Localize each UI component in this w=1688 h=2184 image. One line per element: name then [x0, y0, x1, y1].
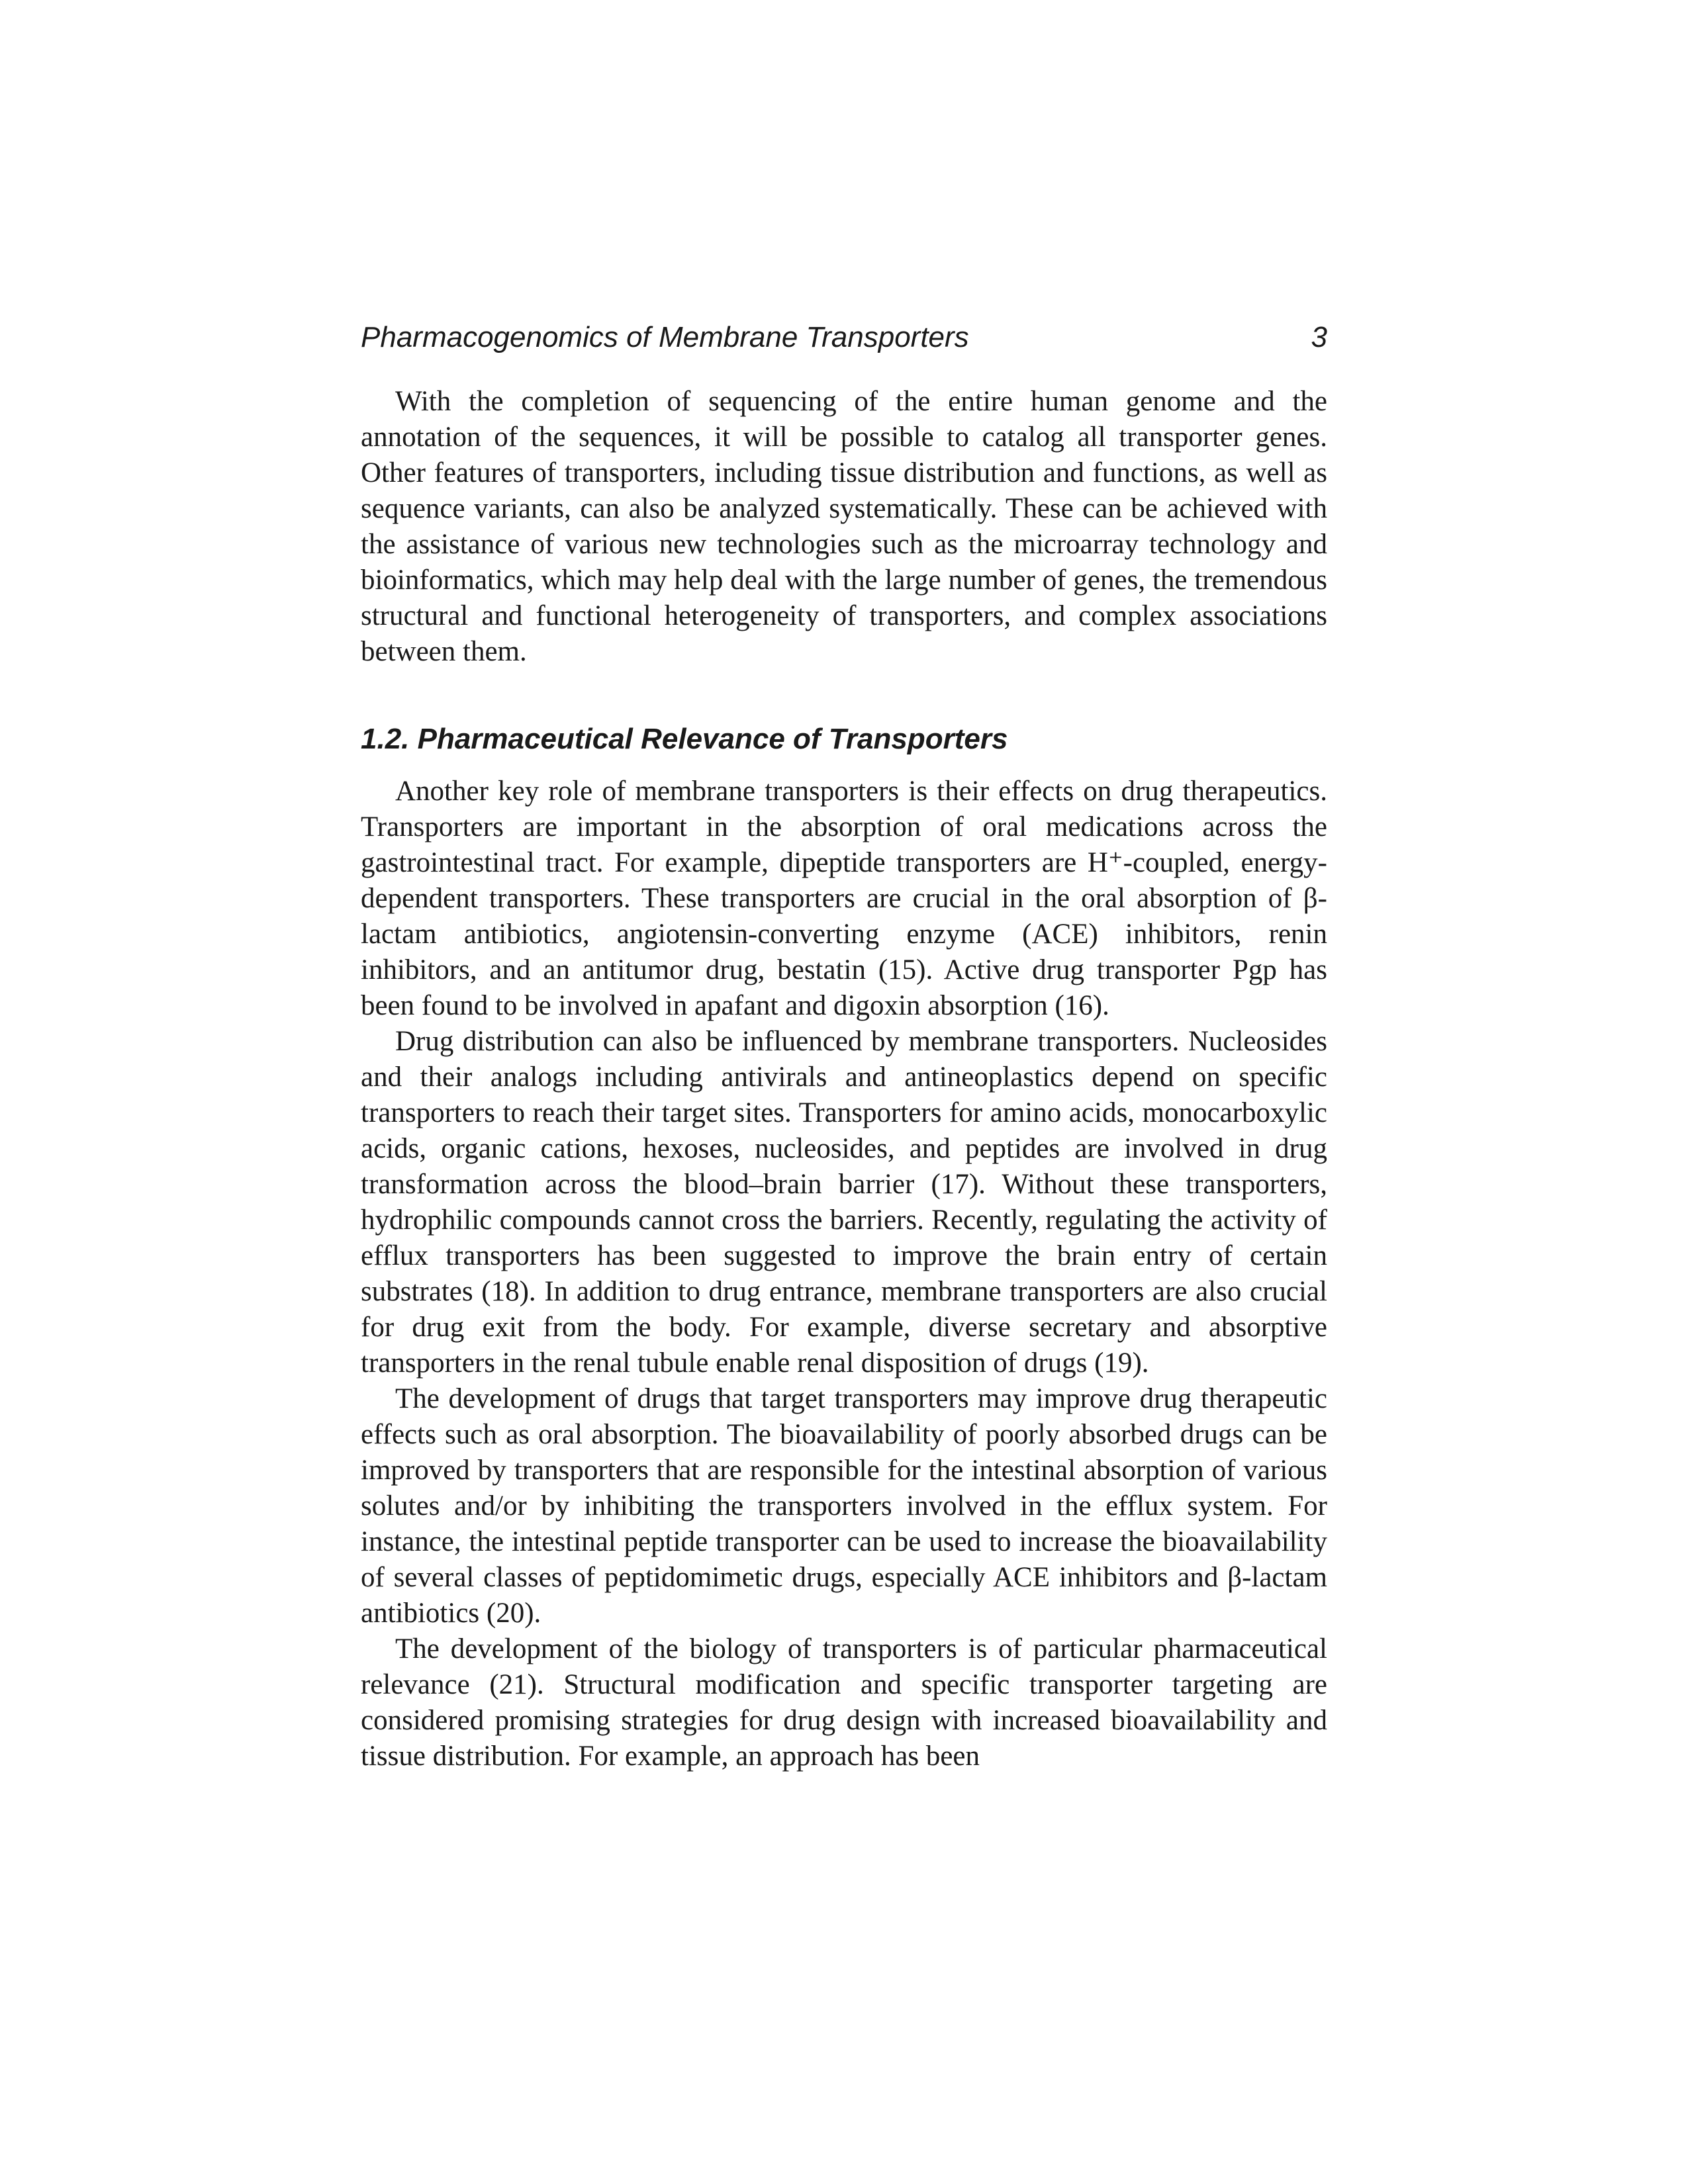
running-head — [361, 318, 1327, 357]
paragraph-3: Drug distribution can also be influenced by membrane transporters. Nucleosides and their analogs including antivirals and antineoplastics depend on specific transporters to reach their target sites. Transporters for amino acids, monocarboxylic acids, organic cations, hexoses, nucleosides, and peptides are involved in drug transformation across the blood–brain barrier (17). Without these transporters, hydrophilic compounds cannot cross the barriers. Recently, regulating the activity of efflux transporters has been suggested to improve the brain entry of certain substrates (18). In addition to drug entrance, membrane transporters are also crucial for drug exit from the body. For example, diverse secretary and absorptive transporters in the renal tubule enable renal disposition of drugs (19). — [361, 1026, 1327, 1379]
paragraph-2: Another key role of membrane transporters is their effects on drug therapeutics. Transporters are important in the absorption of oral medications across the gastrointestinal tract. For example, dipeptide transporters are H⁺-coupled, energy-dependent transporters. These transporters are crucial in the oral absorption of β-lactam antibiotics, angiotensin-converting enzyme (ACE) inhibitors, renin inhibitors, and an antitumor drug, bestatin (15). Active drug transporter Pgp has been found to be involved in apafant and digoxin absorption (16). — [361, 776, 1327, 1021]
body-text — [361, 384, 1327, 1774]
section-heading: 1.2. Pharmaceutical Relevance of Transporters — [361, 723, 1008, 755]
paragraph-4: The development of drugs that target transporters may improve drug therapeutic effects such as oral absorption. The bioavailability of poorly absorbed drugs can be improved by transporters that are responsible for the intestinal absorption of various solutes and/or by inhibiting the transporters involved in the efflux system. For instance, the intestinal peptide transporter can be used to increase the bioavailability of several classes of peptidomimetic drugs, especially ACE inhibitors and β-lactam antibiotics (20). — [361, 1383, 1327, 1629]
document-page — [361, 318, 1327, 1774]
paragraph-5: The development of the biology of transporters is of particular pharmaceutical relevance (21). Structural modification and specific transporter targeting are considered promising strategies for drug design with increased bioavailability and tissue distribution. For example, an approach has been — [361, 1633, 1327, 1772]
running-title: Pharmacogenomics of Membrane Transporters — [361, 321, 969, 353]
page-number: 3 — [1311, 321, 1327, 353]
paragraph-1: With the completion of sequencing of the entire human genome and the annotation of the sequences, it will be possible to catalog all transporter genes. Other features of transporters, including tissue distribution and functions, as well as sequence variants, can also be analyzed systematically. These can be achieved with the assistance of various new technologies such as the microarray technology and bioinformatics, which may help deal with the large number of genes, the tremendous structural and functional heterogeneity of transporters, and complex associations between them. — [361, 386, 1327, 667]
